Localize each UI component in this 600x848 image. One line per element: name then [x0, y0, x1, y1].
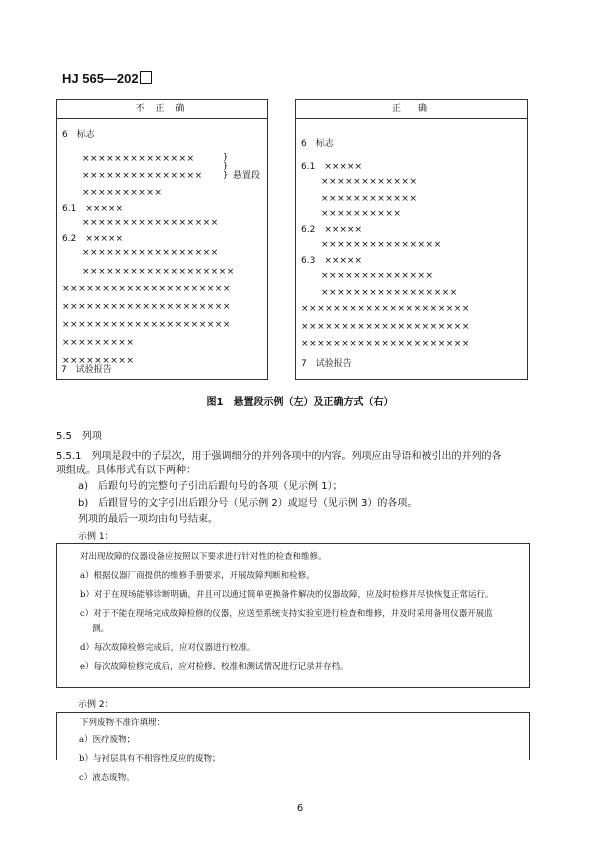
list-item-b: b) 后跟冒号的文字引出后跟分号（见示例 2）或逗号（见示例 3）的各项。: [78, 498, 418, 509]
correct-line: ×××××××××××××××××××××: [301, 339, 470, 349]
correct-line: 6.3 ×××××: [301, 256, 363, 266]
correct-line: 7 试验报告: [301, 359, 352, 369]
correct-line: 6 标志: [301, 139, 334, 149]
wrong-line: 7 试验报告: [61, 365, 112, 375]
correct-example-panel: [295, 99, 528, 380]
wrong-line: ×××××××××××××××××××××: [62, 320, 231, 330]
wrong-line: ×××××××××××××××××: [82, 248, 219, 258]
wrong-line: ×××××××××××××××××××××: [62, 284, 231, 294]
example1-line: c）对于不能在现场完成故障检修的仪器，应送至系统支持实验室进行检查和维修，并及时采用备用仪器开展监: [80, 609, 493, 619]
standard-number: [62, 71, 152, 86]
wrong-line: 6.2 ×××××: [62, 234, 124, 244]
correct-line: ××××××××××: [321, 209, 402, 219]
wrong-example-panel: [56, 99, 268, 380]
list-item-a: a) 后跟句号的完整句子引出后跟句号的各项（见示例 1）；: [78, 481, 343, 492]
wrong-line: ×××××××××××××××××××: [82, 267, 235, 277]
correct-line: ××××××××××××: [321, 177, 418, 187]
example1-line: d）每次故障检修完成后，应对仪器进行校准。: [80, 643, 256, 653]
suspended-label: 悬置段: [233, 171, 261, 181]
correct-line: ××××××××××××: [321, 194, 418, 204]
correct-panel-title: 正 确: [296, 100, 527, 119]
wrong-line: ×××××××××××××××××: [82, 218, 219, 228]
correct-line: ×××××××××××××××××××××: [301, 322, 470, 332]
example2-line: a）医疗废物；: [79, 735, 136, 745]
wrong-line: 6.1 ×××××: [62, 204, 124, 214]
example1-label: 示例 1：: [78, 532, 114, 542]
example1-line: e）每次故障检修完成后，应对检修、校准和测试情况进行记录并存档。: [80, 662, 349, 672]
example2-label: 示例 2：: [78, 700, 114, 710]
wrong-panel-title: 不 正 确: [57, 100, 267, 119]
paragraph-line: 列项的最后一项均由句号结束。: [78, 514, 218, 525]
example1-line: 对出现故障的仪器设备应按照以下要求进行针对性的检查和维修。: [80, 552, 327, 562]
example1-line: 测。: [92, 624, 110, 634]
wrong-line: ×××××××××: [62, 356, 135, 366]
correct-line: 6.1 ×××××: [301, 162, 363, 172]
page-number: 6: [296, 803, 304, 814]
paragraph-line: 5.5.1 列项是段中的子层次，用于强调细分的并列各项中的内容。列项应由导语和被引出的并列的各: [56, 451, 502, 462]
wrong-line: ××××××××××××××: [82, 154, 195, 164]
correct-line: ×××××××××××××××××: [321, 288, 458, 298]
example1-line: b）对于在现场能够诊断明确，并且可以通过简单更换备件解决的仪器故障，应及时检修并尽快恢复正常运行。: [80, 590, 494, 600]
wrong-line: ×××××××××××××××××××××: [62, 302, 231, 312]
wrong-line: 6 标志: [62, 130, 95, 140]
example2-line: 下列废物不准许填埋：: [80, 718, 166, 728]
figure-caption: 图1 悬置段示例（左）及正确方式（右）: [206, 397, 394, 408]
example1-box: [56, 543, 530, 688]
brace-mark: } } }: [223, 152, 229, 179]
paragraph-line: 项组成。具体形式有以下两种：: [56, 465, 196, 476]
correct-line: ×××××××××××××××××××××: [301, 304, 470, 314]
wrong-line: ×××××××××××××××: [82, 171, 203, 181]
wrong-line: ×××××××××: [62, 338, 135, 348]
example2-line: c）液态废物。: [79, 773, 135, 783]
example1-line: a）根据仪器厂商提供的维修手册要求，开展故障判断和检修。: [80, 571, 315, 581]
correct-line: ××××××××××××××: [321, 271, 434, 281]
wrong-line: ××××××××××: [82, 188, 163, 198]
placeholder-box: [140, 71, 152, 84]
correct-line: 6.2 ×××××: [301, 225, 363, 235]
example2-line: b）与衬层具有不相容性反应的废物；: [79, 754, 221, 764]
correct-line: ×××××××××××××××: [321, 240, 442, 250]
standard-id-text: HJ 565—202: [62, 71, 139, 86]
section-heading: 5.5 列项: [56, 431, 102, 442]
